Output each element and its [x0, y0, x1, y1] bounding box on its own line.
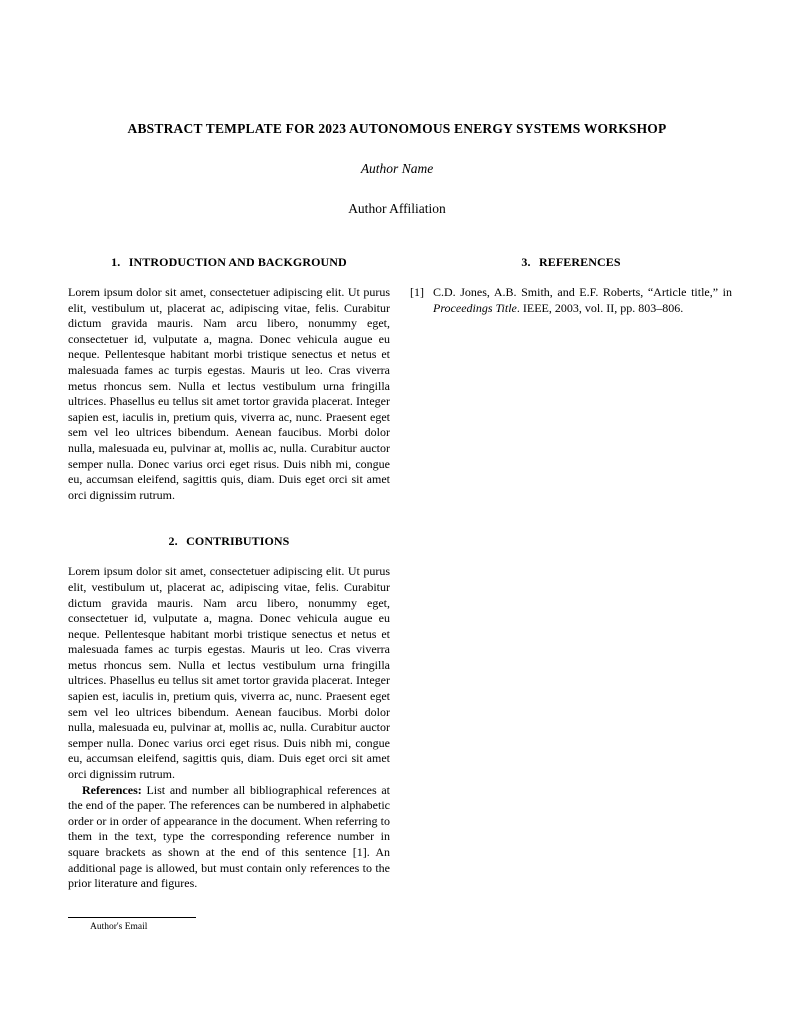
- footnote-author-email: Author's Email: [90, 922, 148, 932]
- section-number: 1.: [111, 255, 121, 269]
- two-column-body: [68, 255, 732, 892]
- references-note-paragraph: [68, 783, 390, 892]
- paper-title: ABSTRACT TEMPLATE FOR 2023 AUTONOMOUS ENERGY SYSTEMS WORKSHOP: [127, 121, 667, 136]
- left-column: [68, 255, 390, 892]
- section-heading-references: [410, 255, 732, 270]
- author-name: Author Name: [360, 161, 434, 176]
- section-introduction-body: Lorem ipsum dolor sit amet, consectetuer adipiscing elit. Ut purus elit, vestibulum ut, placerat ac, adipiscing vitae, felis. Curabitur dictum gravida mauris. Nam arcu libero, nonummy eget, consectetuer id, vulputate a, magna. Donec vehicula augue eu neque. Pellentesque habitant morbi tristique senectus et netus et malesuada fames ac turpis egestas. Mauris ut leo. Cras viverra metus rhoncus sem. Nulla et lectus vestibulum urna fringilla ultrices. Phasellus eu tellus sit amet tortor gravida placerat. Integer sapien est, iaculis in, pretium quis, viverra ac, nunc. Praesent eget sem vel leo ultrices bibendum. Aenean faucibus. Morbi dolor nulla, malesuada eu, pulvinar at, mollis ac, nulla. Curabitur auctor semper nulla. Donec varius orci eget risus. Duis nibh mi, congue eu, accumsan eleifend, sagittis quis, diam. Duis eget orci sit amet orci dignissim rutrum.: [68, 285, 390, 502]
- reference-proceedings-title: Proceedings Title: [433, 300, 517, 315]
- section-heading-contributions: [68, 534, 390, 549]
- reference-entry: [410, 285, 732, 316]
- section-number: 3.: [521, 255, 531, 269]
- section-title: INTRODUCTION AND BACKGROUND: [128, 255, 347, 269]
- reference-label: [1]: [410, 285, 424, 299]
- paper-header: [0, 0, 794, 217]
- section-title: REFERENCES: [538, 255, 621, 269]
- reference-text: [433, 285, 732, 316]
- section-title: CONTRIBUTIONS: [186, 534, 290, 549]
- footnote-rule: [68, 917, 196, 918]
- section-number: 2.: [168, 534, 178, 549]
- footnote-block: [68, 917, 390, 932]
- reference-text-start: C.D. Jones, A.B. Smith, and E.F. Roberts, “Article title,” in: [433, 285, 732, 299]
- reference-text-end: . IEEE, 2003, vol. II, pp. 803–806.: [516, 300, 684, 315]
- author-affiliation: Author Affiliation: [348, 201, 446, 216]
- right-column: [410, 255, 732, 892]
- references-note-label: References:: [82, 782, 142, 797]
- references-note-body: List and number all bibliographical references at the end of the paper. The references can be numbered in alphabetic order or in order of appearance in the document. When referring to them in the text, type the corresponding reference number in square brackets as shown at the end of this sentence [1]. An additional page is allowed, but must contain only references to the prior literature and figures.: [68, 782, 390, 891]
- section-contributions-body: Lorem ipsum dolor sit amet, consectetuer adipiscing elit. Ut purus elit, vestibulum ut, placerat ac, adipiscing vitae, felis. Curabitur dictum gravida mauris. Nam arcu libero, nonummy eget, consectetuer id, vulputate a, magna. Donec vehicula augue eu neque. Pellentesque habitant morbi tristique senectus et netus et malesuada fames ac turpis egestas. Mauris ut leo. Cras viverra metus rhoncus sem. Nulla et lectus vestibulum urna fringilla ultrices. Phasellus eu tellus sit amet tortor gravida placerat. Integer sapien est, iaculis in, pretium quis, viverra ac, nunc. Praesent eget sem vel leo ultrices bibendum. Aenean faucibus. Morbi dolor nulla, malesuada eu, pulvinar at, mollis ac, nulla. Curabitur auctor semper nulla. Donec varius orci eget risus. Duis nibh mi, congue eu, accumsan eleifend, sagittis quis, diam. Duis eget orci sit amet orci dignissim rutrum.: [68, 564, 390, 782]
- section-heading-introduction: [68, 255, 390, 270]
